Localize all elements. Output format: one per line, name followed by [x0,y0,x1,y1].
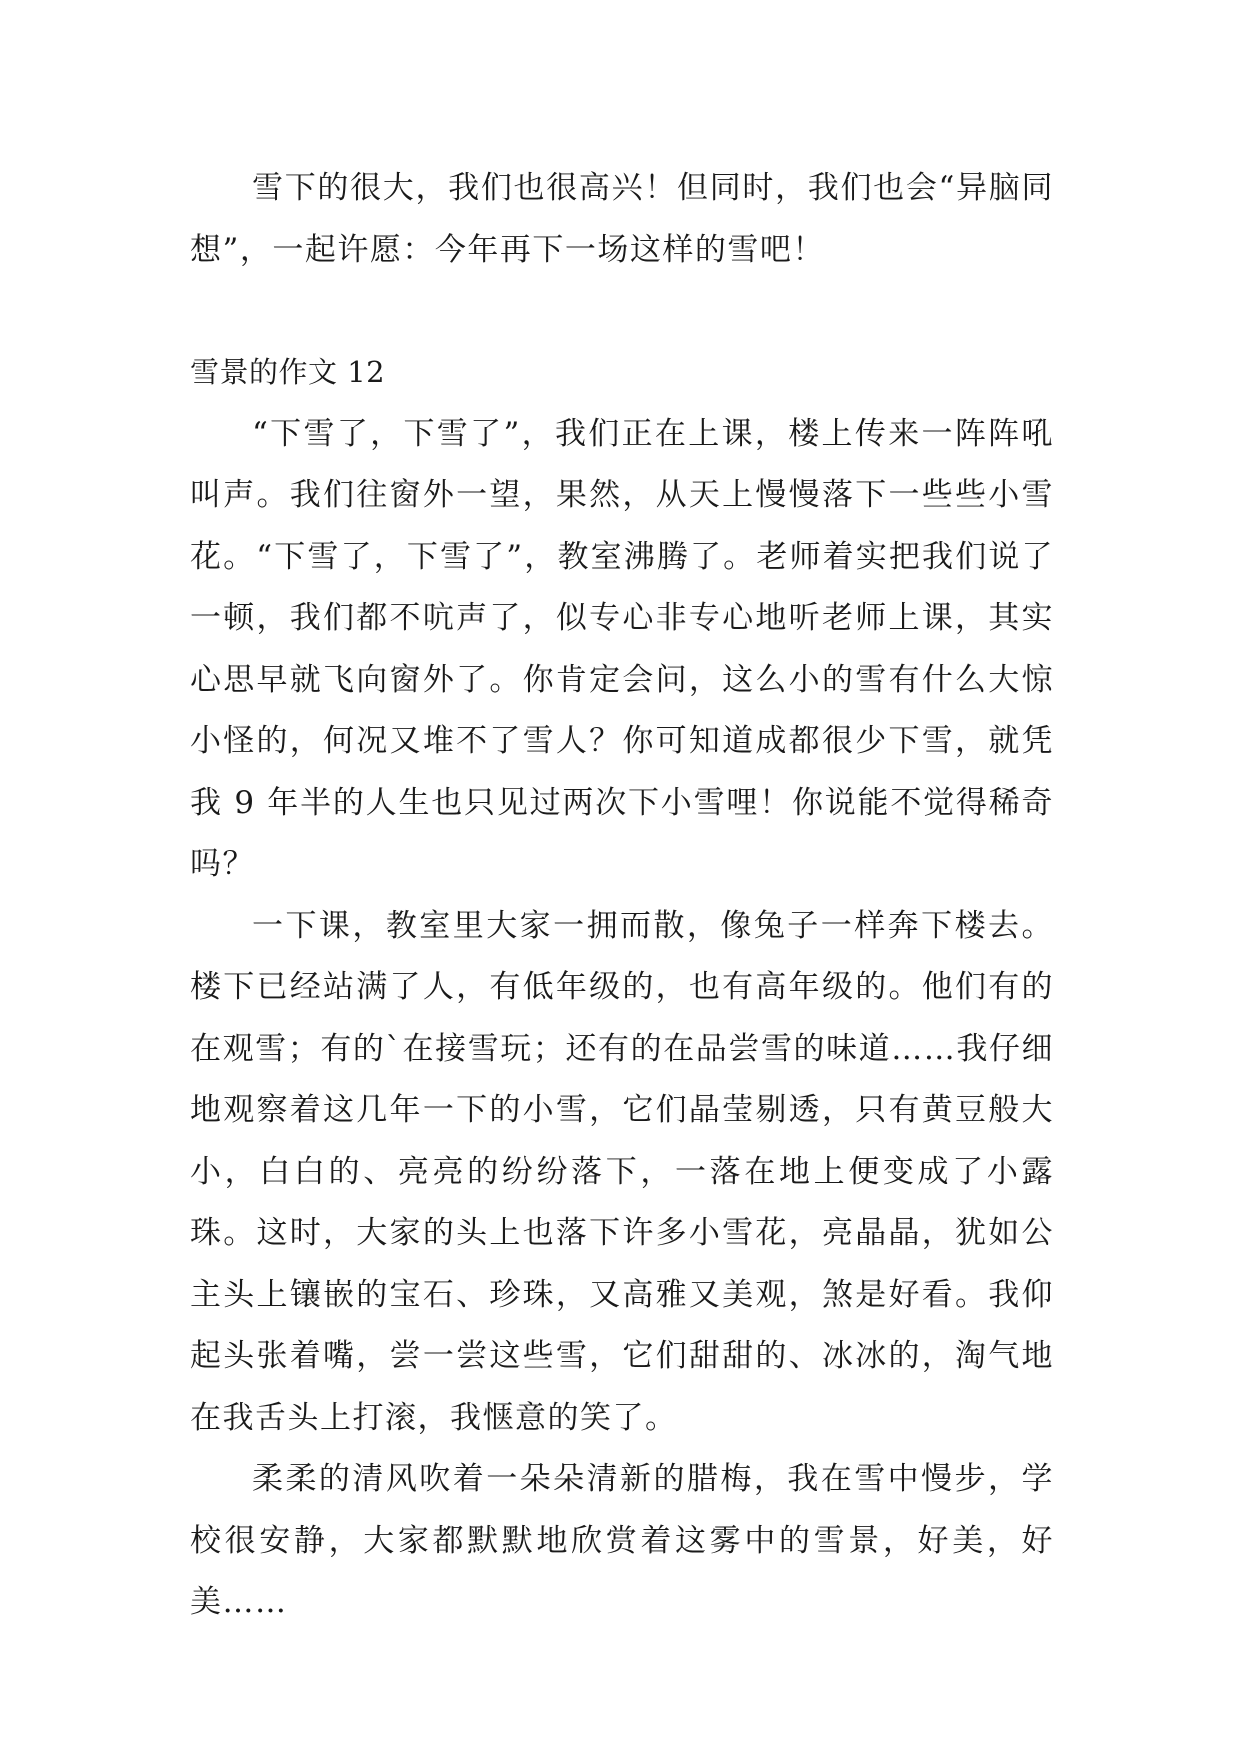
intro-paragraph: 雪下的很大，我们也很高兴！但同时，我们也会“异脑同想”，一起许愿：今年再下一场这样的雪吧！ [190,170,1054,268]
section-title: 雪景的作文 12 [190,355,386,389]
paragraph-spacer [190,281,1054,342]
body-paragraph-2: 一下课，教室里大家一拥而散，像兔子一样奔下楼去。楼下已经站满了人，有低年级的，也有高年级的。他们有的在观雪；有的`在接雪玩；还有的在品尝雪的味道……我仔细地观察着这几年一下的小雪，它们晶莹剔透，只有黄豆般大小，白白的、亮亮的纷纷落下，一落在地上便变成了小露珠。这时，大家的头上也落下许多小雪花，亮晶晶，犹如公主头上镶嵌的宝石、珍珠，又高雅又美观，煞是好看。我仰起头张着嘴，尝一尝这些雪，它们甜甜的、冰冰的，淘气地在我舌头上打滚，我惬意的笑了。 [190,907,1054,1436]
document-body [190,158,1054,1634]
body-paragraph-3: 柔柔的清风吹着一朵朵清新的腊梅，我在雪中慢步，学校很安静，大家都默默地欣赏着这雾中的雪景，好美，好美…… [190,1461,1054,1620]
body-paragraph-1: “下雪了，下雪了”，我们正在上课，楼上传来一阵阵吼叫声。我们往窗外一望，果然，从天上慢慢落下一些些小雪花。“下雪了，下雪了”，教室沸腾了。老师着实把我们说了一顿，我们都不吭声了，似专心非专心地听老师上课，其实心思早就飞向窗外了。你肯定会问，这么小的雪有什么大惊小怪的，何况又堆不了雪人？你可知道成都很少下雪，就凭我 9 年半的人生也只见过两次下小雪哩！你说能不觉得稀奇吗？ [190,415,1054,882]
